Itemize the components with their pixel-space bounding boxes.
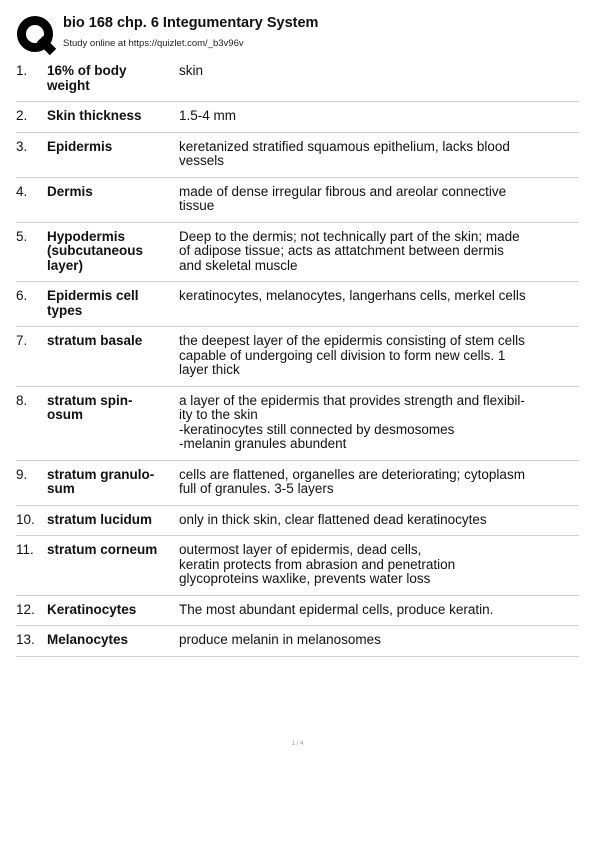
term-definition: only in thick skin, clear flattened dead keratinocytes [179, 511, 487, 527]
term-row [16, 327, 579, 387]
term-number: 8. [16, 392, 28, 408]
term-row [16, 282, 579, 327]
term-label: Keratinocytes [47, 601, 137, 617]
term-number: 10. [16, 511, 35, 527]
term-row [16, 387, 579, 461]
term-definition: keratinocytes, melanocytes, langerhans cells, merkel cells [179, 288, 526, 303]
term-label: Dermis [47, 183, 93, 199]
term-row [16, 536, 579, 596]
term-number: 1. [16, 63, 28, 78]
term-row [16, 461, 579, 506]
term-row [16, 102, 579, 133]
term-number: 3. [16, 138, 28, 154]
page-header [16, 13, 579, 53]
term-number: 2. [16, 108, 28, 123]
terms-list [16, 57, 579, 657]
term-definition: keretanized stratified squamous epithelium, lacks blood vessels [179, 138, 510, 168]
term-row [16, 596, 579, 627]
term-number: 11. [16, 542, 34, 557]
term-definition: skin [179, 63, 204, 78]
term-definition: Deep to the dermis; not technically part of the skin; made of adipose tissue; acts as attatchment between dermis and skeletal muscle [179, 228, 520, 273]
page-title: bio 168 chp. 6 Integumentary System [63, 15, 319, 31]
term-number: 12. [16, 601, 35, 617]
term-number: 13. [16, 632, 35, 647]
term-label: stratum corneum [47, 542, 158, 557]
term-label: Epidermis cell types [47, 288, 139, 318]
term-row [16, 506, 579, 537]
term-definition: outermost layer of epidermis, dead cells, keratin protects from abrasion and penetration glycoproteins waxlike, prevents water loss [179, 542, 456, 586]
term-definition: a layer of the epidermis that provides strength and flexibil- ity to the skin -keratinocytes still connected by desmosomes -melanin granules abundent [179, 392, 525, 451]
study-online-link[interactable]: Study online at https://quizlet.com/_b3v96v [63, 38, 244, 49]
term-number: 9. [16, 466, 28, 482]
term-definition: made of dense irregular fibrous and areolar connective tissue [179, 183, 507, 213]
term-label: Hypodermis (subcutaneous layer) [47, 228, 144, 273]
term-label: stratum granulo- sum [47, 466, 155, 496]
term-row [16, 133, 579, 178]
term-number: 6. [16, 288, 28, 303]
term-row [16, 57, 579, 102]
term-definition: The most abundant epidermal cells, produce keratin. [179, 601, 494, 617]
term-label: stratum basale [47, 333, 143, 348]
term-number: 4. [16, 183, 28, 199]
term-label: Skin thickness [47, 108, 142, 123]
term-row [16, 223, 579, 283]
term-definition: produce melanin in melanosomes [179, 632, 381, 647]
term-number: 7. [16, 333, 28, 348]
quizlet-logo-icon [16, 15, 56, 55]
term-row [16, 626, 579, 657]
term-definition: 1.5-4 mm [179, 108, 237, 123]
term-label: stratum lucidum [47, 511, 153, 527]
term-definition: cells are flattened, organelles are deteriorating; cytoplasm full of granules. 3-5 layers [179, 466, 525, 496]
term-label: stratum spin- osum [47, 392, 133, 422]
term-label: Epidermis [47, 138, 113, 154]
term-definition: the deepest layer of the epidermis consisting of stem cells capable of undergoing cell division to form new cells. 1 layer thick [179, 333, 525, 377]
term-label: 16% of body weight [47, 63, 127, 93]
term-number: 5. [16, 228, 28, 244]
page-number: 1 / 4 [291, 741, 304, 747]
term-label: Melanocytes [47, 632, 129, 647]
term-row [16, 178, 579, 223]
